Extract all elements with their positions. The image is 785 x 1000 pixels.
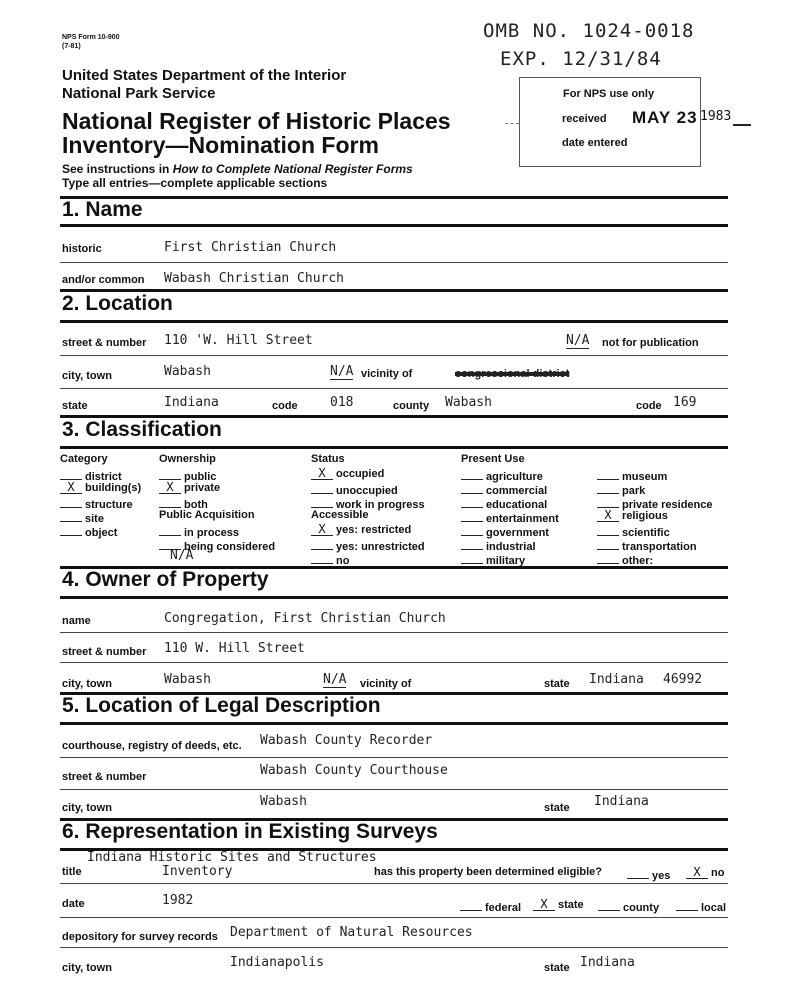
option-checkbox[interactable] [159,467,181,480]
option-checkbox[interactable] [311,481,333,494]
section-rule [60,722,728,725]
option-checkbox[interactable]: X [311,523,333,536]
option-accessible-2 [311,551,349,567]
historic-name: First Christian Church [164,240,337,255]
received-year: 1983 [700,109,732,124]
option-label: private [184,482,221,494]
section-rule [60,446,728,449]
federal-mark[interactable] [460,898,482,911]
present-use-heading: Present Use [461,453,525,465]
option-checkbox[interactable] [461,551,483,564]
owner-street: 110 W. Hill Street [164,641,305,656]
level-local: local [676,898,726,914]
field-line [60,947,728,948]
option-label: entertainment [486,513,559,525]
section-6-title: 6. Representation in Existing Surveys [62,820,438,843]
option-label: no [336,555,350,567]
instructions-line2: Type all entries—complete applicable sections [62,176,328,190]
local-mark[interactable] [676,898,698,911]
option-label: public [184,471,217,483]
option-checkbox[interactable] [60,509,82,522]
form-number: NPS Form 10-900 [62,34,120,41]
survey-state-value: Indiana [580,955,635,970]
county-code-label: code [636,400,662,412]
option-checkbox[interactable] [159,495,181,508]
eligible-yes: yes [627,866,670,882]
struck-congressional-district: congressional district [455,368,570,380]
option-use-col2-6 [597,551,653,567]
common-name-label: and/or common [62,274,145,286]
option-checkbox[interactable] [597,537,619,550]
option-label: government [486,527,549,539]
legal-state-label: state [544,802,570,814]
owner-city-label: city, town [62,678,112,690]
legal-street-label: street & number [62,771,147,783]
option-checkbox[interactable] [461,481,483,494]
option-category-1 [60,481,141,494]
city-value: Wabash [164,364,211,379]
acquisition-note: N/A [170,548,194,563]
nps-use-box [519,77,701,167]
acquisition-heading: Public Acquisition [159,509,255,521]
option-checkbox[interactable]: X [597,509,619,522]
street-label: street & number [62,337,147,349]
option-label: in process [184,527,240,539]
field-line [60,262,728,263]
courthouse-value: Wabash County Recorder [260,733,433,748]
form-revision: (7-81) [62,43,81,50]
field-line [60,355,728,356]
option-label: unoccupied [336,485,398,497]
option-label: commercial [486,485,548,497]
option-checkbox[interactable] [597,551,619,564]
option-label: yes: unrestricted [336,541,425,553]
eligible-question: has this property been determined eligible? [374,866,602,878]
field-line [60,917,728,918]
level-federal: federal [460,898,521,914]
code-label: code [272,400,298,412]
legal-state-value: Indiana [594,794,649,809]
field-line [60,388,728,389]
owner-state-label: state [544,678,570,690]
department-name: United States Department of the Interior [62,67,347,84]
option-label: educational [486,499,548,511]
section-1-title: 1. Name [62,198,143,221]
common-name: Wabash Christian Church [164,271,345,286]
depository-label: depository for survey records [62,931,218,943]
option-label: other: [622,555,654,567]
survey-title-line1: Indiana Historic Sites and Structures [87,850,377,865]
option-checkbox[interactable] [60,467,82,480]
state-mark[interactable]: X [533,898,555,911]
field-line [60,757,728,758]
vicinity-mark: N/A [330,364,354,379]
option-label: religious [622,510,668,522]
option-label: occupied [336,468,385,480]
owner-vicinity-label: vicinity of [360,678,412,690]
section-2-title: 2. Location [62,292,173,315]
section-rule [60,320,728,323]
county-code-value: 169 [673,395,697,410]
section-rule [60,196,728,199]
option-label: being considered [184,541,276,553]
option-use-col2-3 [597,509,668,522]
option-label: structure [85,499,133,511]
received-label: received [562,113,607,125]
owner-state: Indiana [589,672,644,687]
county-label: county [393,400,430,412]
received-stamp: MAY 23 [632,108,698,127]
option-category-4 [60,523,117,539]
option-label: yes: restricted [336,524,412,536]
owner-name-label: name [62,615,91,627]
option-label: site [85,513,104,525]
street-value: 110 'W. Hill Street [164,333,313,348]
option-label: district [85,471,122,483]
field-line [60,883,728,884]
option-label: military [486,555,526,567]
survey-title-line2: Inventory [162,864,233,879]
owner-name: Congregation, First Christian Church [164,611,446,626]
county-mark[interactable] [598,898,620,911]
omb-number: OMB NO. 1024-0018 [483,20,695,42]
survey-title-label: title [62,866,82,878]
status-heading: Status [311,453,345,465]
survey-city-value: Indianapolis [230,955,324,970]
option-status-0 [311,467,384,480]
survey-state-label: state [544,962,570,974]
option-label: work in progress [336,499,425,511]
option-label: private residence [622,499,713,511]
owner-street-label: street & number [62,646,147,658]
service-name: National Park Service [62,85,216,102]
nfp-label: not for publication [602,337,699,349]
option-label: industrial [486,541,536,553]
survey-date-label: date [62,898,85,910]
option-checkbox[interactable] [597,495,619,508]
field-line [60,789,728,790]
option-checkbox[interactable] [60,495,82,508]
eligible-no: X no [686,866,724,879]
level-county: county [598,898,659,914]
option-label: transportation [622,541,697,553]
option-label: both [184,499,208,511]
legal-city-label: city, town [62,802,112,814]
option-checkbox[interactable] [597,481,619,494]
eligible-yes-mark[interactable] [627,866,649,879]
year-underline [733,124,751,126]
field-line [60,632,728,633]
option-checkbox[interactable] [461,467,483,480]
ownership-heading: Ownership [159,453,216,465]
instructions-line1: See instructions in How to Complete National Register Forms [62,162,413,176]
eligible-no-mark[interactable]: X [686,866,708,879]
option-label: scientific [622,527,670,539]
expiration-date: EXP. 12/31/84 [500,48,662,70]
form-title-line1: National Register of Historic Places [62,108,451,134]
historic-label: historic [62,243,102,255]
dotted-connector [505,123,519,124]
option-label: park [622,485,646,497]
option-checkbox[interactable] [461,495,483,508]
option-checkbox[interactable] [461,509,483,522]
category-heading: Category [60,453,108,465]
nfp-mark: N/A [566,333,590,348]
option-label: museum [622,471,668,483]
section-rule [60,596,728,599]
form-title-line2: Inventory—Nomination Form [62,132,379,158]
owner-vicinity-mark: N/A [323,672,347,687]
option-label: building(s) [85,482,142,494]
option-accessible-0 [311,523,411,536]
date-entered-label: date entered [562,137,628,149]
option-checkbox[interactable] [461,523,483,536]
option-checkbox[interactable] [597,523,619,536]
field-line [60,662,728,663]
section-3-title: 3. Classification [62,418,222,441]
owner-city: Wabash [164,672,211,687]
nps-box-heading: For NPS use only [563,88,655,100]
option-checkbox[interactable] [311,537,333,550]
option-checkbox[interactable] [60,523,82,536]
option-checkbox[interactable] [597,467,619,480]
section-5-title: 5. Location of Legal Description [62,694,381,717]
city-label: city, town [62,370,112,382]
survey-city-label: city, town [62,962,112,974]
depository-value: Department of Natural Resources [230,925,473,940]
survey-date: 1982 [162,893,194,908]
state-label: state [62,400,88,412]
county-value: Wabash [445,395,492,410]
option-use-col1-6 [461,551,525,567]
option-checkbox[interactable] [311,551,333,564]
option-checkbox[interactable] [159,523,181,536]
state-value: Indiana [164,395,219,410]
legal-street-value: Wabash County Courthouse [260,763,448,778]
accessible-heading: Accessible [311,509,369,521]
option-checkbox[interactable]: X [60,481,82,494]
option-checkbox[interactable] [311,495,333,508]
option-ownership-1 [159,481,220,494]
owner-zip: 46992 [663,672,703,687]
code-value: 018 [330,395,354,410]
option-checkbox[interactable] [461,537,483,550]
level-state: X state [533,898,584,911]
option-label: object [85,527,118,539]
option-label: agriculture [486,471,543,483]
option-checkbox[interactable]: X [159,481,181,494]
courthouse-label: courthouse, registry of deeds, etc. [62,740,242,752]
legal-city-value: Wabash [260,794,307,809]
vicinity-label: vicinity of [361,368,413,380]
section-4-title: 4. Owner of Property [62,568,269,591]
option-checkbox[interactable]: X [311,467,333,480]
section-rule [60,224,728,227]
